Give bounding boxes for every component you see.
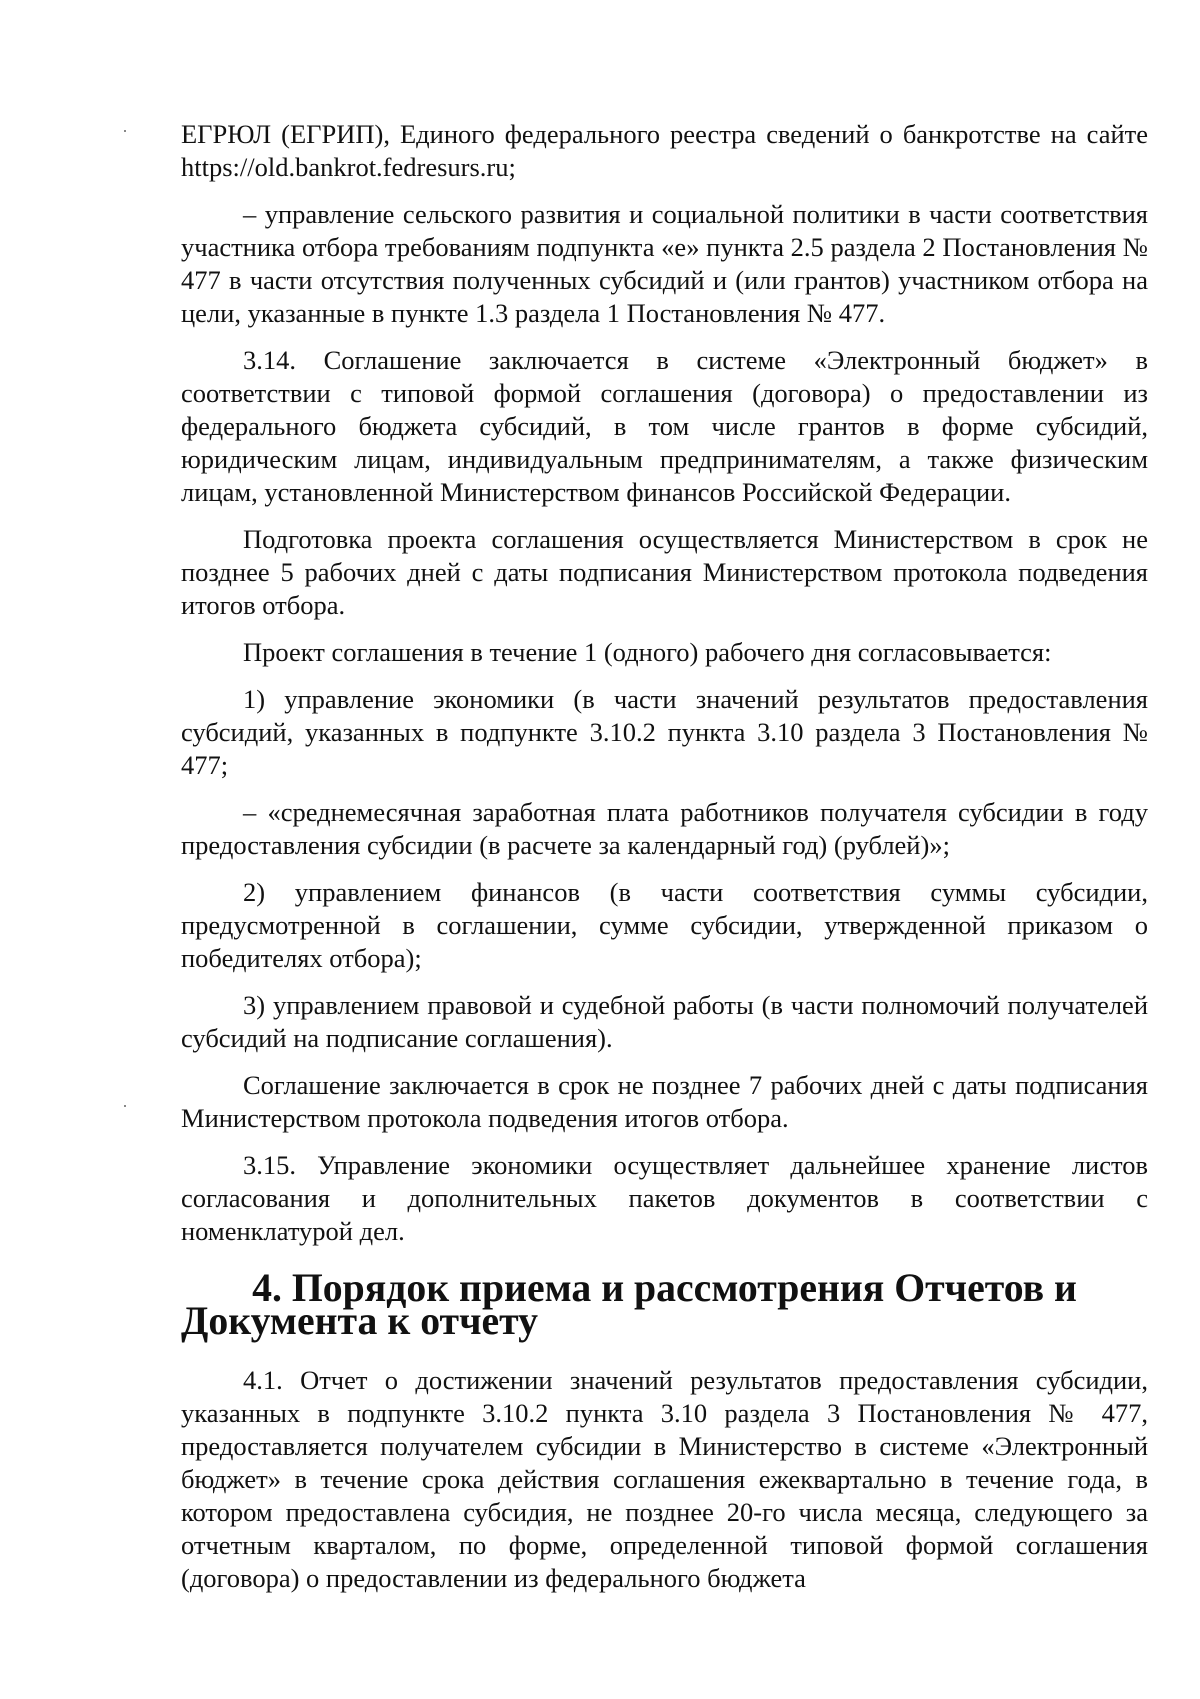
paragraph-agreement-deadline: Соглашение заключается в срок не позднее 7 рабочих дней с даты подписания Министерством протокола подведения итогов отбора. [181,1070,1148,1133]
section-heading-4: 4. Порядок приема и рассмотрения Отчетов и Документа к отчету [181,1266,1077,1343]
paragraph-item-1: 1) управление экономики (в части значений результатов предоставления субсидий, указанных в подпункте 3.10.2 пункта 3.10 раздела 3 Постановления № 477; [181,684,1148,780]
paragraph-4-1: 4.1. Отчет о достижении значений результатов предоставления субсидии, указанных в подпункте 3.10.2 пункта 3.10 раздела 3 Постановления № 477, предоставляется получателем субсидии в Министерство в системе «Электронный бюджет» в течение срока действия соглашения ежеквартально в течение года, в котором предоставлена субсидия, не позднее 20-го числа месяца, следующего за отчетным кварталом, по форме, определенной типовой формой соглашения (договора) о предоставлении из федерального бюджета [181,1365,1148,1593]
paragraph-3-15: 3.15. Управление экономики осуществляет дальнейшее хранение листов согласования и дополнительных пакетов документов в соответствии с номенклатурой дел. [181,1150,1148,1246]
document-body [181,118,1148,1609]
paragraph-item-2: 2) управлением финансов (в части соответствия суммы субсидии, предусмотренной в соглашении, сумме субсидии, утвержденной приказом о победителях отбора); [181,877,1148,973]
paragraph-3-14: 3.14. Соглашение заключается в системе «Электронный бюджет» в соответствии с типовой формой соглашения (договора) о предоставлении из федерального бюджета субсидий, в том числе грантов в форме субсидий, юридическим лицам, индивидуальным предпринимателям, а также физическим лицам, установленной Министерством финансов Российской Федерации. [181,345,1148,507]
paragraph-registry-check: ЕГРЮЛ (ЕГРИП), Единого федерального реестра сведений о банкротстве на сайте https://old.bankrot.fedresurs.ru; [181,119,1148,182]
scan-speck [124,130,126,132]
paragraph-item-3: 3) управлением правовой и судебной работы (в части полномочий получателей субсидий на подписание соглашения). [181,990,1148,1053]
paragraph-average-salary: – «среднемесячная заработная плата работников получателя субсидии в году предоставления субсидии (в расчете за календарный год) (рублей)»; [181,797,1148,860]
scan-speck [124,1105,126,1107]
paragraph-draft-preparation: Подготовка проекта соглашения осуществляется Министерством в срок не позднее 5 рабочих дней с даты подписания Министерством протокола подведения итогов отбора. [181,524,1148,620]
paragraph-rural-development-check: – управление сельского развития и социальной политики в части соответствия участника отбора требованиям подпункта «е» пункта 2.5 раздела 2 Постановления № 477 в части отсутствия полученных субсидий и (или грантов) участником отбора на цели, указанные в пункте 1.3 раздела 1 Постановления № 477. [181,199,1148,328]
paragraph-draft-approval: Проект соглашения в течение 1 (одного) рабочего дня согласовывается: [243,637,1052,667]
